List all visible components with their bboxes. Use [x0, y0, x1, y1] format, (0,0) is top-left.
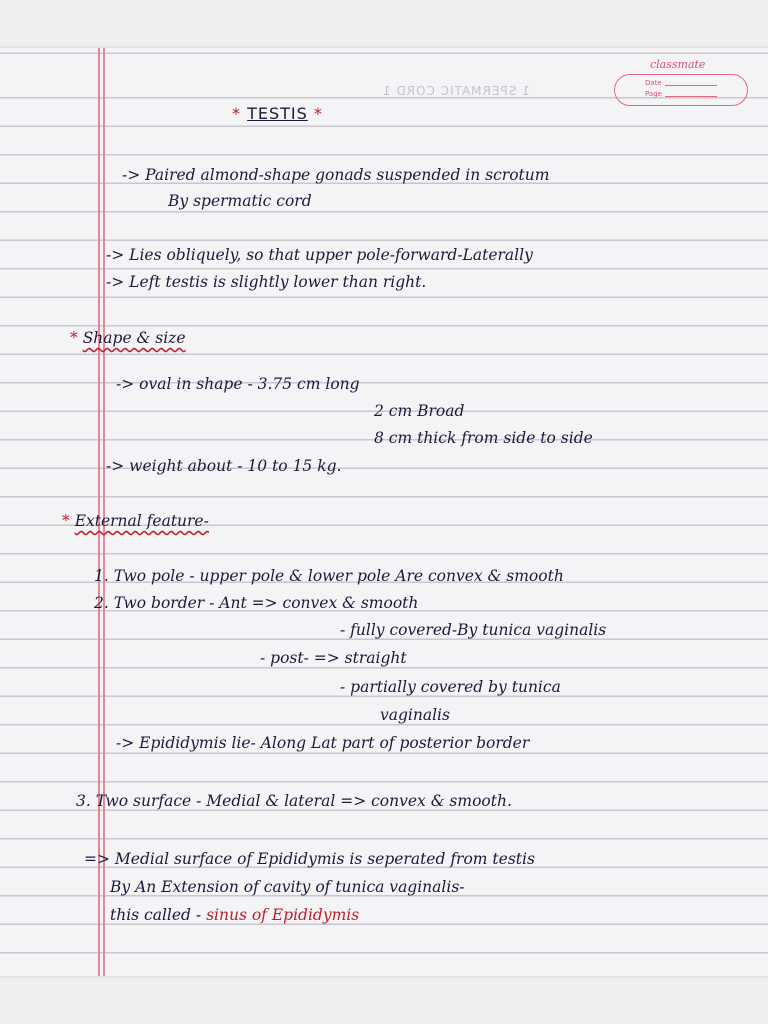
brand-name: classmate — [650, 58, 706, 71]
bleed-through-text: 1 SPERMATIC CORD 1 — [382, 84, 530, 98]
arrow-marker: -> — [116, 734, 135, 752]
note-text: - post- => straight — [260, 649, 407, 667]
note-text: - partially covered by tunica — [340, 678, 561, 696]
note-line — [116, 375, 360, 393]
note-text: Medial surface of Epididymis is seperated from testis — [114, 850, 535, 868]
note-text: 8 cm thick from side to side — [374, 429, 593, 447]
note-line — [94, 567, 564, 585]
heading-text: External feature- — [74, 512, 209, 530]
title-star-right: * — [313, 104, 323, 123]
note-line — [116, 734, 529, 752]
date-label: Date — [645, 79, 662, 87]
heading-text: Shape & size — [82, 329, 186, 347]
note-text: 1. Two pole - upper pole & lower pole Are convex & smooth — [94, 567, 564, 585]
section-heading — [70, 329, 186, 347]
note-text: - fully covered-By tunica vaginalis — [340, 621, 607, 639]
note-text: Lies obliquely, so that upper pole-forward-Laterally — [129, 246, 533, 264]
page-title — [232, 104, 323, 123]
page-label: Page — [645, 90, 662, 98]
arrow-marker: -> — [116, 375, 135, 393]
title-text: TESTIS — [247, 104, 308, 123]
page-field-line — [665, 96, 717, 97]
note-line — [106, 246, 533, 264]
note-line — [122, 166, 549, 184]
note-line — [340, 678, 561, 696]
note-text: 3. Two surface - Medial & lateral => convex & smooth. — [76, 792, 512, 810]
note-text: this called - — [110, 906, 202, 924]
note-line — [94, 594, 418, 612]
arrow-marker: -> — [106, 457, 125, 475]
note-text: By spermatic cord — [168, 192, 312, 210]
heading-star: * — [62, 512, 70, 530]
arrow-marker: -> — [122, 166, 141, 184]
arrow-marker: -> — [106, 246, 125, 264]
key-term: sinus of Epididymis — [206, 906, 360, 924]
arrow-marker: => — [84, 850, 110, 868]
note-line — [168, 192, 312, 210]
arrow-marker: -> — [106, 273, 125, 291]
note-text: Paired almond-shape gonads suspended in scrotum — [145, 166, 550, 184]
note-line — [76, 792, 512, 810]
note-line — [110, 878, 465, 896]
note-text: weight about - 10 to 15 kg. — [129, 457, 342, 475]
note-line — [374, 429, 593, 447]
note-line — [106, 457, 341, 475]
notebook-brand-logo — [612, 56, 752, 108]
note-line — [110, 906, 359, 924]
note-text: Epididymis lie- Along Lat part of posterior border — [139, 734, 530, 752]
note-line — [380, 706, 450, 724]
section-heading — [62, 512, 209, 530]
note-text: vaginalis — [380, 706, 450, 724]
heading-star: * — [70, 329, 78, 347]
note-line — [260, 649, 407, 667]
note-line — [374, 402, 464, 420]
note-text: Left testis is slightly lower than right. — [129, 273, 427, 291]
note-text: 2. Two border - Ant => convex & smooth — [94, 594, 419, 612]
note-line — [340, 621, 606, 639]
date-field-line — [665, 85, 717, 86]
date-page-box — [614, 74, 748, 106]
note-text: By An Extension of cavity of tunica vaginalis- — [110, 878, 465, 896]
note-text: 2 cm Broad — [374, 402, 465, 420]
note-line — [84, 850, 535, 868]
notebook-page — [0, 48, 768, 976]
note-text: oval in shape - 3.75 cm long — [139, 375, 360, 393]
note-line — [106, 273, 426, 291]
title-star-left: * — [232, 104, 241, 123]
